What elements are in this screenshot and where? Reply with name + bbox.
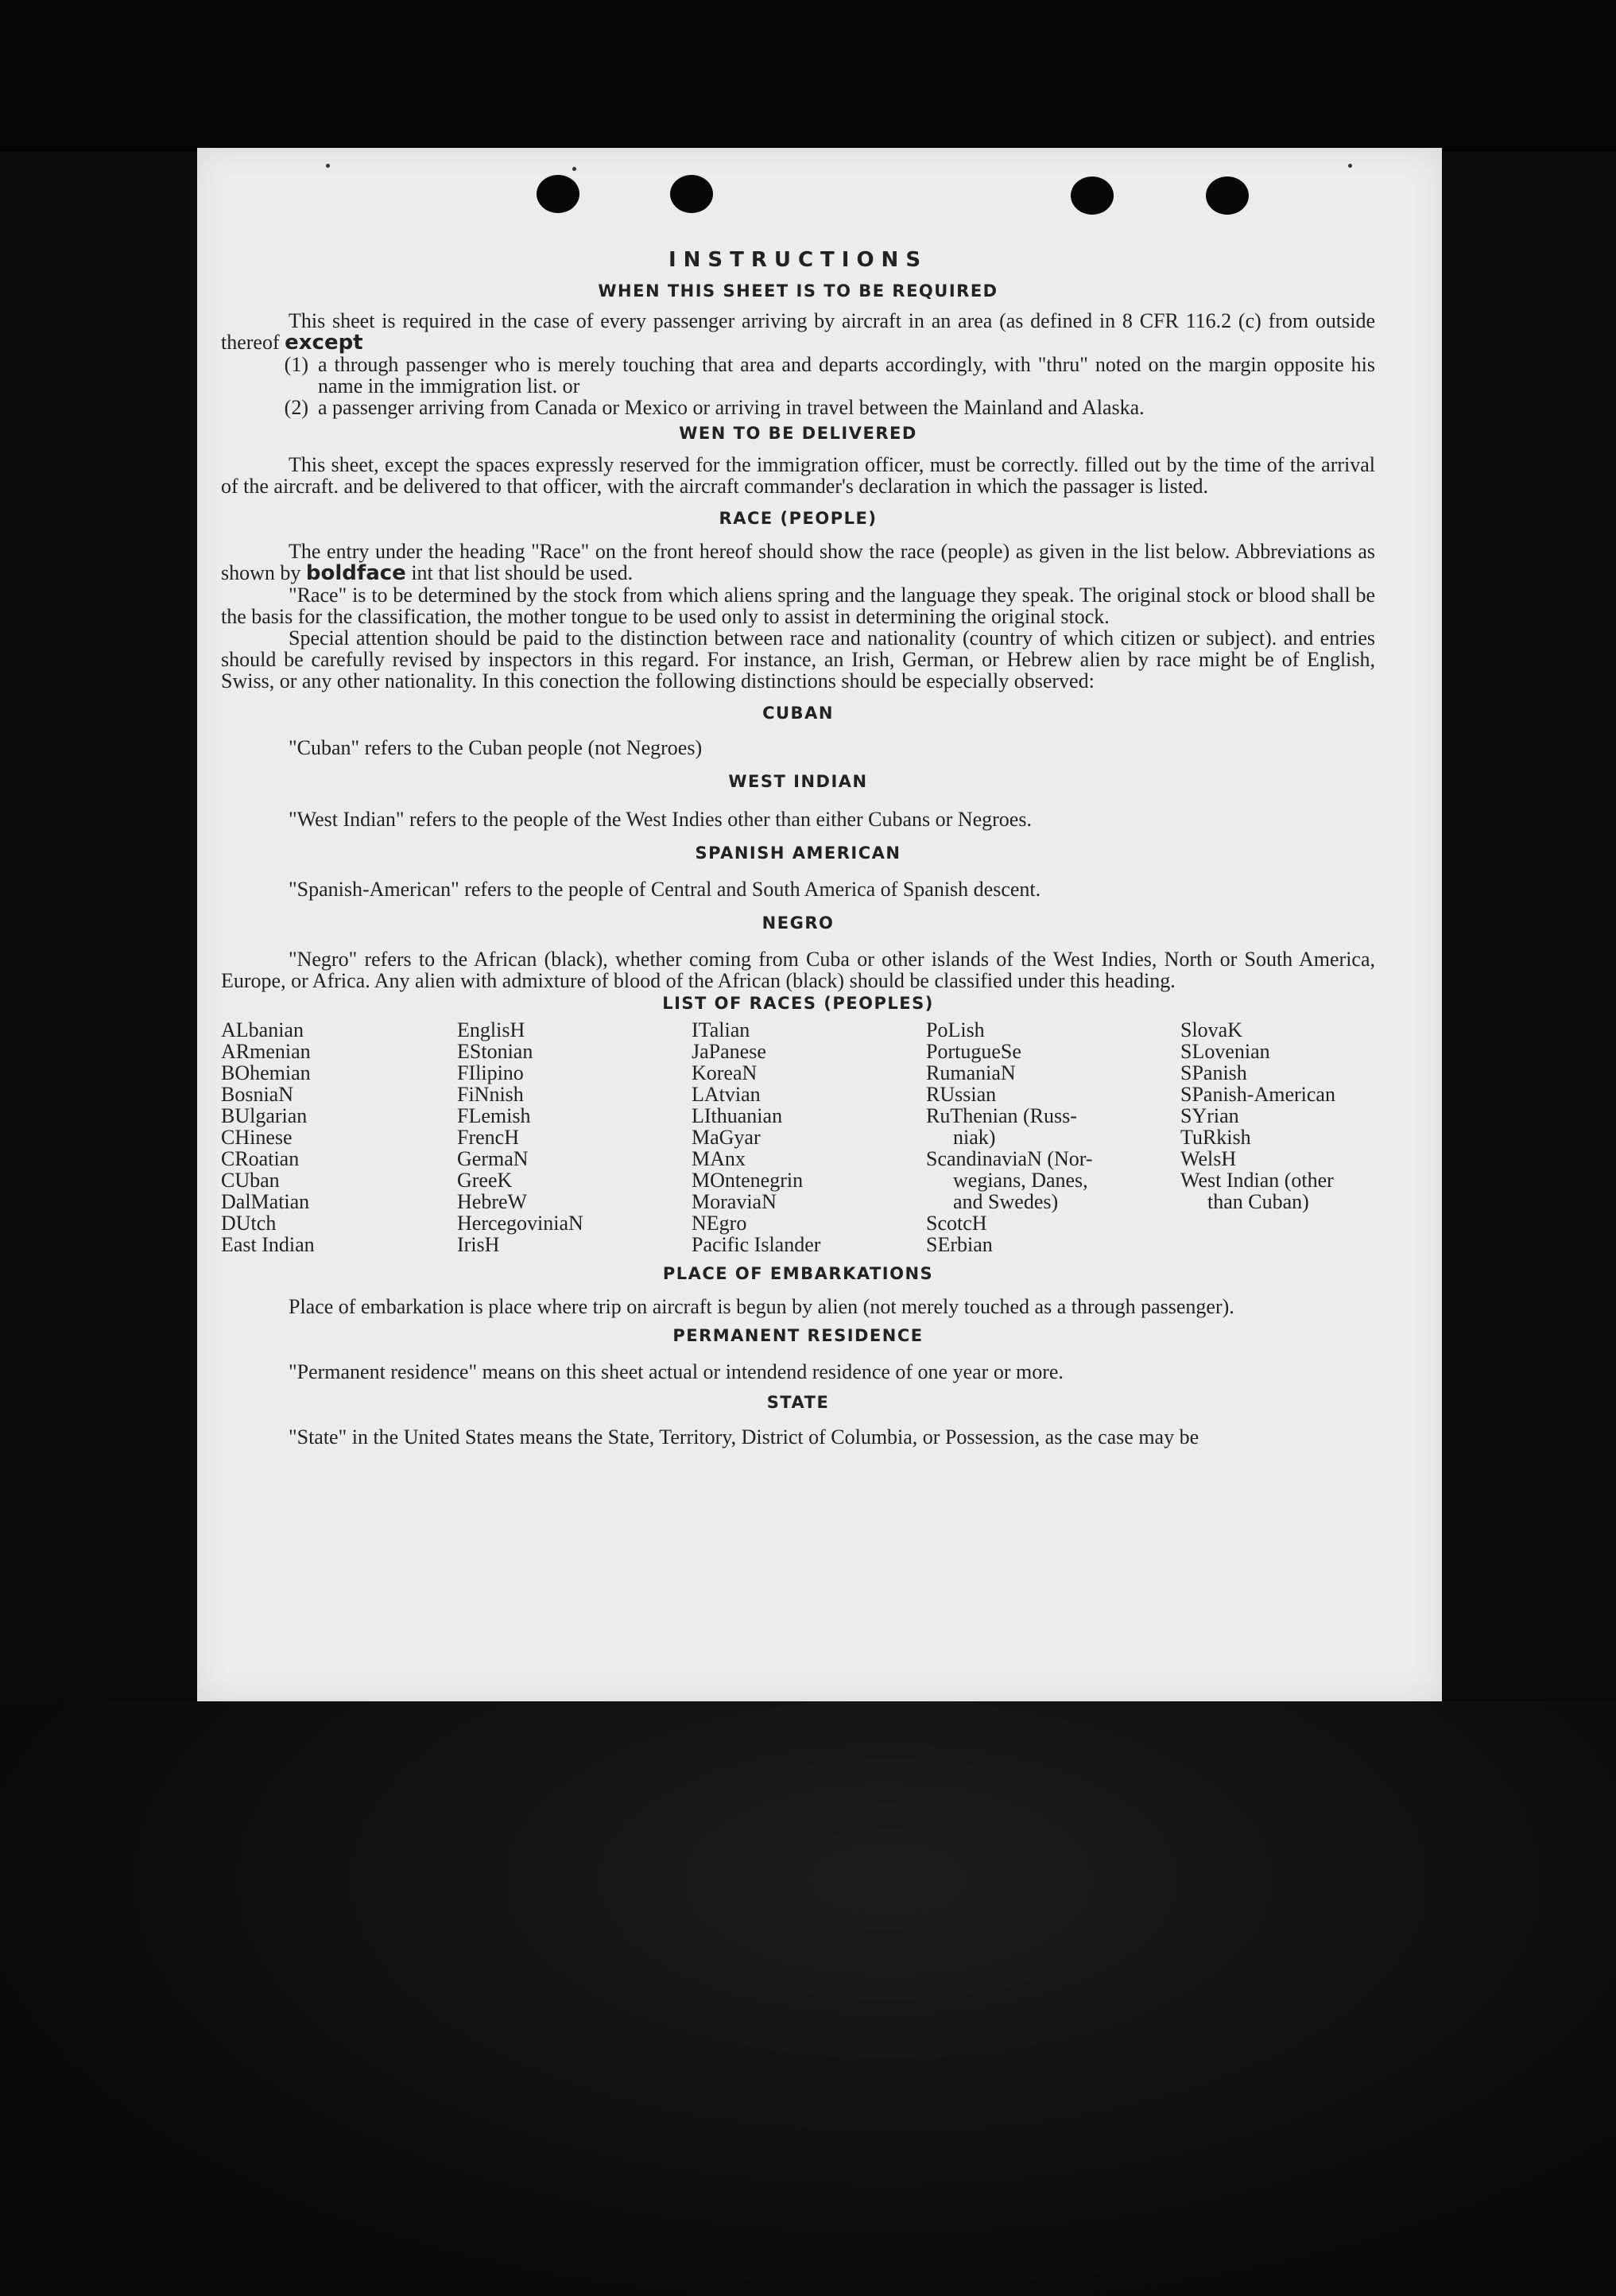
punch-hole-4 [1206, 176, 1249, 215]
races-column-5 [1180, 1019, 1375, 1255]
except-word: except [285, 331, 363, 355]
races-column-3 [692, 1019, 926, 1255]
race-entry: SlovaK [1180, 1018, 1242, 1041]
section-title-spanish-american: SPANISH AMERICAN [695, 844, 901, 863]
race-entry: EStonian [457, 1040, 533, 1063]
race-entry: JaPanese [692, 1040, 766, 1063]
race-entry: SYrian [1180, 1104, 1239, 1127]
required-body: This sheet is required in the case of every passenger arriving by aircraft in an area (as defined in 8 CFR 116.2 (c) from outside thereof [221, 309, 1375, 354]
boldface-word: boldface [305, 561, 406, 585]
race-entry: RumaniaN [926, 1061, 1016, 1084]
race-entry: ScandinaviaN (Nor- [926, 1147, 1093, 1170]
race-entry: FrencH [457, 1126, 519, 1149]
race-entry: RUssian [926, 1083, 997, 1106]
race-entry: CRoatian [221, 1147, 300, 1170]
item-text: a through passenger who is merely touching that area and departs accordingly, with "thru" noted on the margin opposite his name in the immigration list. or [318, 353, 1375, 398]
races-column-4 [926, 1019, 1180, 1255]
race-entry: East Indian [221, 1233, 315, 1256]
spanish-american-body: "Spanish-American" refers to the people of Central and South America of Spanish descent. [289, 878, 1041, 901]
race-entry: DUtch [221, 1212, 277, 1235]
section-title-required: WHEN THIS SHEET IS TO BE REQUIRED [598, 281, 998, 301]
race-entry: PoLish [926, 1018, 985, 1041]
race-entry: niak) [953, 1126, 996, 1149]
race-entry: FIlipino [457, 1061, 524, 1084]
race-entry: DalMatian [221, 1190, 310, 1213]
race-entry: MaGyar [692, 1126, 761, 1149]
section-title-negro: NEGRO [761, 913, 835, 933]
section-title-embarkation: PLACE OF EMBARKATIONS [662, 1264, 934, 1283]
race-entry: GreeK [457, 1169, 513, 1192]
race-paragraph-2: "Race" is to be determined by the stock from which aliens spring and the language they speak. The original stock or blood shall be the basis for the classification, the mother tongue to be used only to assist in determining the original stock. [221, 584, 1375, 628]
item-number: (2) [284, 396, 308, 419]
section-title-races-list: LIST OF RACES (PEOPLES) [662, 994, 934, 1013]
race-paragraph-1 [221, 541, 1375, 584]
race-entry: TuRkish [1180, 1126, 1251, 1149]
section-title-residence: PERMANENT RESIDENCE [672, 1326, 924, 1345]
race-entry: BosniaN [221, 1083, 293, 1106]
race-entry: MAnx [692, 1147, 746, 1170]
race-entry: RuThenian (Russ- [926, 1104, 1077, 1127]
race-entry: ALbanian [221, 1018, 304, 1041]
race-entry: ARmenian [221, 1040, 311, 1063]
race-entry: KoreaN [692, 1061, 758, 1084]
punch-hole-1 [537, 175, 579, 213]
race-entry: SPanish-American [1180, 1083, 1335, 1106]
race-entry: MoraviaN [692, 1190, 777, 1213]
race-entry: IrisH [457, 1233, 500, 1256]
race-entry: PortugueSe [926, 1040, 1021, 1063]
race-entry: SLovenian [1180, 1040, 1270, 1063]
race-entry: wegians, Danes, [953, 1169, 1088, 1192]
instructions-content [221, 250, 1375, 1448]
delivered-body: This sheet, except the spaces expressly reserved for the immigration officer, must be correctly. filled out by the time of the arrival of the aircraft. and be delivered to that officer, with the aircraft commander's declaration in which the passager is listed. [221, 453, 1375, 498]
cuban-body: "Cuban" refers to the Cuban people (not Negroes) [289, 736, 703, 759]
state-body: "State" in the United States means the State, Territory, District of Columbia, or Possession, as the case may be [289, 1425, 1199, 1449]
required-item-1 [221, 354, 1375, 397]
punch-hole-2 [670, 175, 713, 213]
item-number: (1) [284, 353, 308, 376]
race-entry: West Indian (other [1180, 1169, 1334, 1192]
race-entry: SPanish [1180, 1061, 1247, 1084]
scan-speck [1348, 164, 1352, 168]
document-page [197, 148, 1442, 1701]
race-entry: SErbian [926, 1233, 993, 1256]
race-entry: EnglisH [457, 1018, 525, 1041]
races-column-2 [457, 1019, 692, 1255]
race-entry: WelsH [1180, 1147, 1237, 1170]
race-entry: GermaN [457, 1147, 529, 1170]
section-title-state: STATE [766, 1393, 830, 1412]
race-entry: NEgro [692, 1212, 747, 1235]
race-entry: FiNnish [457, 1083, 524, 1106]
race-entry: MOntenegrin [692, 1169, 804, 1192]
section-title-race: RACE (PEOPLE) [719, 509, 878, 528]
scan-background-bottom [0, 1701, 1616, 2296]
race-entry: BUlgarian [221, 1104, 308, 1127]
required-paragraph [221, 310, 1375, 354]
race-entry: BOhemian [221, 1061, 311, 1084]
race-entry: LAtvian [692, 1083, 761, 1106]
negro-body: "Negro" refers to the African (black), whether coming from Cuba or other islands of the West Indies, North or South America, Europe, or Africa. Any alien with admixture of blood of the African (black) should be classified under this heading. [221, 948, 1375, 992]
section-title-delivered: WEN TO BE DELIVERED [679, 424, 917, 443]
race-p1-start: The entry under the heading "Race" on the front hereof should show the race (people) as given in the list below. Abbreviations as shown by [221, 540, 1375, 584]
race-entry: ITalian [692, 1018, 750, 1041]
race-p1-end: int that list should be used. [411, 561, 634, 584]
section-title-west-indian: WEST INDIAN [728, 772, 868, 791]
race-entry: HercegoviniaN [457, 1212, 583, 1235]
races-list [221, 1019, 1375, 1255]
race-entry: ScotcH [926, 1212, 987, 1235]
item-text: a passenger arriving from Canada or Mexico or arriving in travel between the Mainland and Alaska. [318, 396, 1145, 419]
page-title: INSTRUCTIONS [668, 248, 928, 272]
race-entry: CHinese [221, 1126, 293, 1149]
race-paragraph-3: Special attention should be paid to the distinction between race and nationality (country of which citizen or subject). and entries should be carefully revised by inspectors in this regard. For instance, an Irish, German, or Hebrew alien by race might be of English, Swiss, or any other nationality. In this conection the following distinctions should be especially observed: [221, 626, 1375, 692]
west-indian-body: "West Indian" refers to the people of the West Indies other than either Cubans or Negroes. [289, 808, 1032, 831]
race-entry: than Cuban) [1207, 1190, 1309, 1213]
scan-background-top [0, 0, 1616, 151]
embarkation-body: Place of embarkation is place where trip on aircraft is begun by alien (not merely touched as a through passenger). [289, 1295, 1234, 1318]
race-entry: and Swedes) [953, 1190, 1059, 1213]
residence-body: "Permanent residence" means on this sheet actual or intendend residence of one year or more. [289, 1360, 1064, 1383]
race-entry: Pacific Islander [692, 1233, 821, 1256]
race-entry: FLemish [457, 1104, 531, 1127]
scan-speck [572, 167, 576, 171]
section-title-cuban: CUBAN [762, 704, 834, 723]
race-entry: CUban [221, 1169, 280, 1192]
race-entry: LIthuanian [692, 1104, 783, 1127]
race-entry: HebreW [457, 1190, 528, 1213]
races-column-1 [221, 1019, 457, 1255]
scan-speck [326, 164, 330, 168]
punch-hole-3 [1071, 176, 1114, 215]
required-item-2 [221, 397, 1375, 418]
